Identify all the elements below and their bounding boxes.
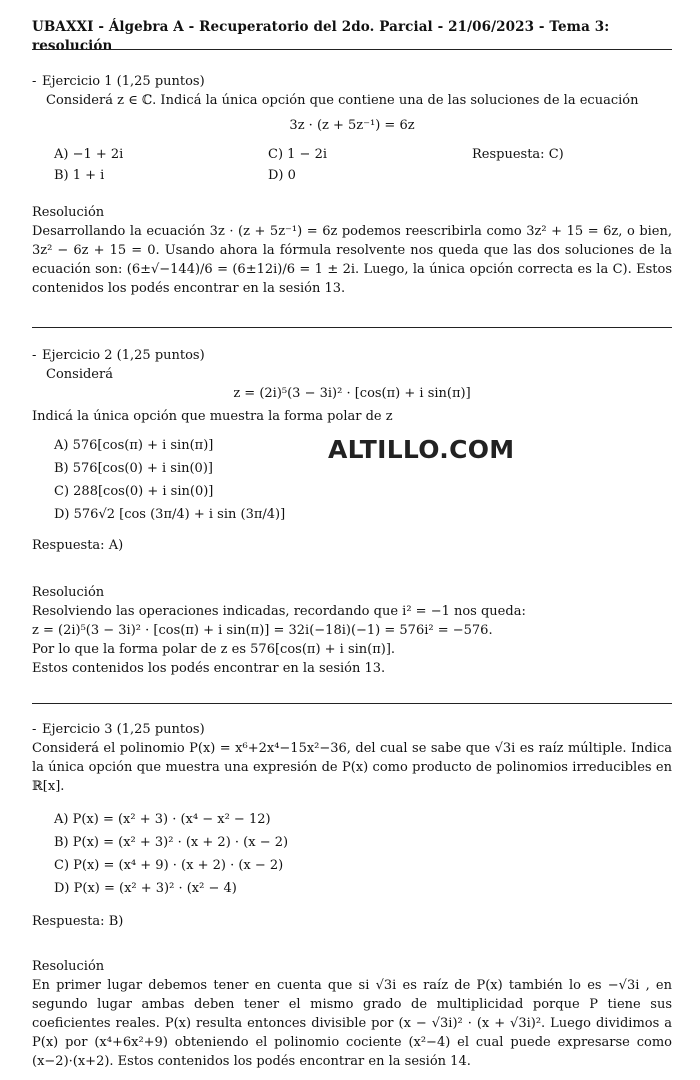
exercise-1-option-b: B) 1 + i [54, 168, 105, 183]
altillo-watermark: ALTILLO.COM [328, 435, 515, 464]
exercise-2-option-c: C) 288[cos(0) + i sin(0)] [54, 484, 214, 499]
exercise-3-resolution: En primer lugar debemos tener en cuenta que si √3i es raíz de P(x) también lo es −√3i , en segundo lugar ambas deben tener el mismo grado de multiplicidad porque P tiene sus coeficientes reales. P(x) resulta entonces divisible por (x − √3i)² · (x + √3i)². Luego dividimos a P(x) por (x⁴+6x²+9) obteniendo el polinomio cociente (x²−4) el cual puede expresarse como (x−2)·(x+2). Estos contenidos los podés encontrar en la sesión 14. [32, 978, 672, 1069]
exercise-1-answer: Respuesta: C) [472, 147, 564, 162]
exercise-3-heading: - Ejercicio 3 (1,25 puntos) [32, 722, 205, 737]
title-divider [32, 49, 672, 50]
exercise-1-resolution: Desarrollando la ecuación 3z · (z + 5z⁻¹) = 6z podemos reescribirla como 3z² + 15 = 6z, o bien, 3z² − 6z + 15 = 0. Usando ahora la fórmula resolvente nos queda que las dos soluciones de la ecuación son: (6±√−144)/6 = (6±12i)/6 = 1 ± 2i. Luego, la única opción correcta es la C). Estos contenidos los podés encontrar en la sesión 13. [32, 224, 672, 296]
document-title: UBAXXI - Álgebra A - Recuperatorio del 2do. Parcial - 21/06/2023 - Tema 3: resolución [32, 19, 610, 54]
exercise-2-resolution-line-2: z = (2i)⁵(3 − 3i)² · [cos(π) + i sin(π)] = 32i(−18i)(−1) = 576i² = −576. [32, 623, 493, 638]
exercise-1-options [32, 145, 672, 187]
exercise-2-resolution-title: Resolución [32, 585, 105, 600]
exercise-3-options [32, 810, 672, 902]
exercise-2-divider [32, 703, 672, 704]
exercise-3-option-d: D) P(x) = (x² + 3)² · (x² − 4) [54, 881, 237, 896]
exercise-2 [32, 346, 672, 678]
exercise-1-heading: - Ejercicio 1 (1,25 puntos) [32, 74, 205, 89]
exercise-3-option-a: A) P(x) = (x² + 3) · (x⁴ − x² − 12) [54, 812, 271, 827]
exercise-2-equation: z = (2i)⁵(3 − 3i)² · [cos(π) + i sin(π)] [233, 386, 471, 401]
exercise-2-resolution-line-3: Por lo que la forma polar de z es 576[cos(π) + i sin(π)]. [32, 642, 396, 657]
exercise-1 [32, 72, 672, 298]
exercise-2-answer: Respuesta: A) [32, 538, 124, 553]
exercise-1-option-d: D) 0 [268, 168, 296, 183]
exercise-3-option-b: B) P(x) = (x² + 3)² · (x + 2) · (x − 2) [54, 835, 289, 850]
exercise-2-statement: Considerá [46, 367, 113, 382]
exercise-3-answer: Respuesta: B) [32, 914, 124, 929]
exercise-2-option-d: D) 576√2 [cos (3π/4) + i sin (3π/4)] [54, 507, 286, 522]
exercise-2-resolution-line-1: Resolviendo las operaciones indicadas, recordando que i² = −1 nos queda: [32, 604, 526, 619]
exercise-2-heading: - Ejercicio 2 (1,25 puntos) [32, 348, 205, 363]
exercise-1-option-c: C) 1 − 2i [268, 147, 328, 162]
exercise-3-option-c: C) P(x) = (x⁴ + 9) · (x + 2) · (x − 2) [54, 858, 284, 873]
exercise-2-resolution-line-4: Estos contenidos los podés encontrar en la sesión 13. [32, 661, 386, 676]
exercise-2-question: Indicá la única opción que muestra la forma polar de z [32, 409, 393, 424]
exercise-1-resolution-title: Resolución [32, 205, 105, 220]
exercise-1-statement: Considerá z ∈ ℂ. Indicá la única opción que contiene una de las soluciones de la ecuación [46, 93, 639, 108]
exercise-2-option-b: B) 576[cos(0) + i sin(0)] [54, 461, 213, 476]
exercise-1-option-a: A) −1 + 2i [54, 147, 124, 162]
exercise-2-option-a: A) 576[cos(π) + i sin(π)] [54, 438, 214, 453]
exercise-1-divider [32, 327, 672, 328]
exercise-3-resolution-title: Resolución [32, 959, 105, 974]
exercise-3-statement: Considerá el polinomio P(x) = x⁶+2x⁴−15x²−36, del cual se sabe que √3i es raíz múltiple. Indica la única opción que muestra una expresión de P(x) como producto de polinomios irreducibles en ℝ[x]. [32, 741, 672, 794]
exercise-3 [32, 720, 672, 1071]
exercise-1-equation: 3z · (z + 5z⁻¹) = 6z [289, 118, 415, 133]
